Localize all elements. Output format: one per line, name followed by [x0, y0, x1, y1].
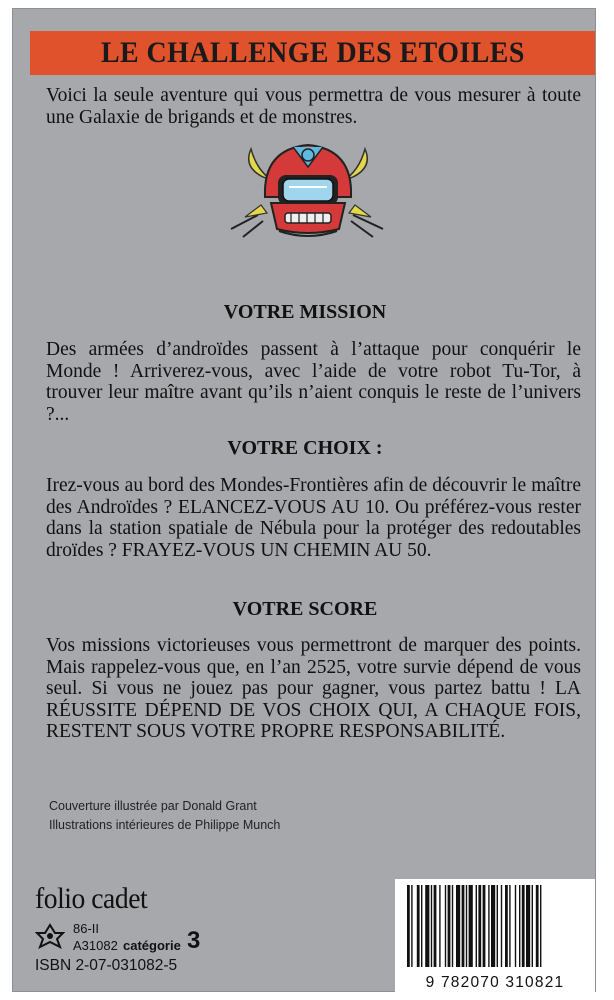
- barcode-bar: [469, 885, 473, 967]
- barcode-bar: [411, 885, 412, 967]
- robot-helmet-illustration: [223, 137, 393, 247]
- barcode-bar: [407, 885, 410, 967]
- barcode-bar: [431, 885, 432, 967]
- barcode-bar: [519, 885, 520, 967]
- back-cover: [12, 8, 596, 992]
- barcode-bar: [483, 885, 486, 967]
- barcode-bar: [526, 885, 530, 967]
- publisher-logo: folio cadet: [35, 882, 148, 915]
- barcode-bar: [515, 885, 516, 967]
- categorie-label: catégorie: [123, 938, 181, 953]
- barcode-bar: [532, 885, 533, 967]
- barcode-bar: [478, 885, 481, 967]
- barcode-bar: [417, 885, 420, 967]
- barcode-bar: [425, 885, 429, 967]
- barcode-bar: [476, 885, 477, 967]
- barcode-bar: [456, 885, 460, 967]
- barcode-bar: [540, 885, 541, 967]
- publisher-seal-icon: [35, 923, 65, 949]
- catalog-code-2: A31082: [73, 938, 118, 953]
- choix-paragraph: Irez-vous au bord des Mondes-Frontières afin de découvrir le maître des Androïdes ? ELANCEZ-VOUS AU 10. Ou préférez-vous rester dans la station spatiale de Nébula pour la protéger des redoutables droïdes ? FRAYEZ-VOUS UN CHEMIN AU 50.: [46, 475, 581, 561]
- cover-credit: Couverture illustrée par Donald Grant: [49, 799, 257, 813]
- barcode: [395, 879, 595, 994]
- categorie-value: 3: [187, 927, 201, 954]
- barcode-bar: [452, 885, 453, 967]
- score-heading: VOTRE SCORE: [232, 598, 378, 620]
- barcode-bar: [509, 885, 510, 967]
- barcode-bar: [434, 885, 437, 967]
- title-banner: [30, 31, 595, 75]
- barcode-bar: [522, 885, 525, 967]
- book-title: LE CHALLENGE DES ETOILES: [100, 36, 525, 69]
- mission-paragraph: Des armées d’androïdes passent à l’attaque pour conquérir le Monde ! Arriverez-vous, avec l’aide de votre robot Tu-Tor, à trouver leur maître avant qu’ils n’aient conquis le reste de l’univers ?...: [46, 339, 581, 425]
- barcode-bar: [466, 885, 467, 967]
- barcode-digits: 9 782070 310821: [425, 974, 565, 991]
- barcode-bar: [421, 885, 422, 967]
- choix-heading: VOTRE CHOIX :: [227, 437, 383, 459]
- barcode-bar: [445, 885, 446, 967]
- barcode-bar: [488, 885, 489, 967]
- barcode-bar: [505, 885, 508, 967]
- intro-paragraph: Voici la seule aventure qui vous permettra de vous mesurer à toute une Galaxie de brigands et de monstres.: [46, 85, 581, 128]
- interior-credit: Illustrations intérieures de Philippe Munch: [49, 818, 281, 832]
- barcode-bar: [439, 885, 440, 967]
- barcode-bar: [491, 885, 495, 967]
- mission-heading: VOTRE MISSION: [223, 301, 387, 323]
- isbn: ISBN 2-07-031082-5: [35, 957, 178, 974]
- barcode-bars: [395, 885, 595, 977]
- catalog-code-1: 86-II: [73, 921, 100, 936]
- barcode-bar: [501, 885, 502, 967]
- barcode-bar: [497, 885, 498, 967]
- barcode-bar: [462, 885, 465, 967]
- barcode-bar: [536, 885, 539, 967]
- barcode-bar: [448, 885, 451, 967]
- score-paragraph: Vos missions victorieuses vous permettront de marquer des points. Mais rappelez-vous que, en l’an 2525, votre survie dépend de vous seul. Si vous ne jouez pas pour gagner, vous partez battu ! LA RÉUSSITE DÉPEND DE VOS CHOIX QUI, A CHAQUE FOIS, RESTENT SOUS VOTRE PROPRE RESPONSABILITÉ.: [46, 635, 581, 742]
